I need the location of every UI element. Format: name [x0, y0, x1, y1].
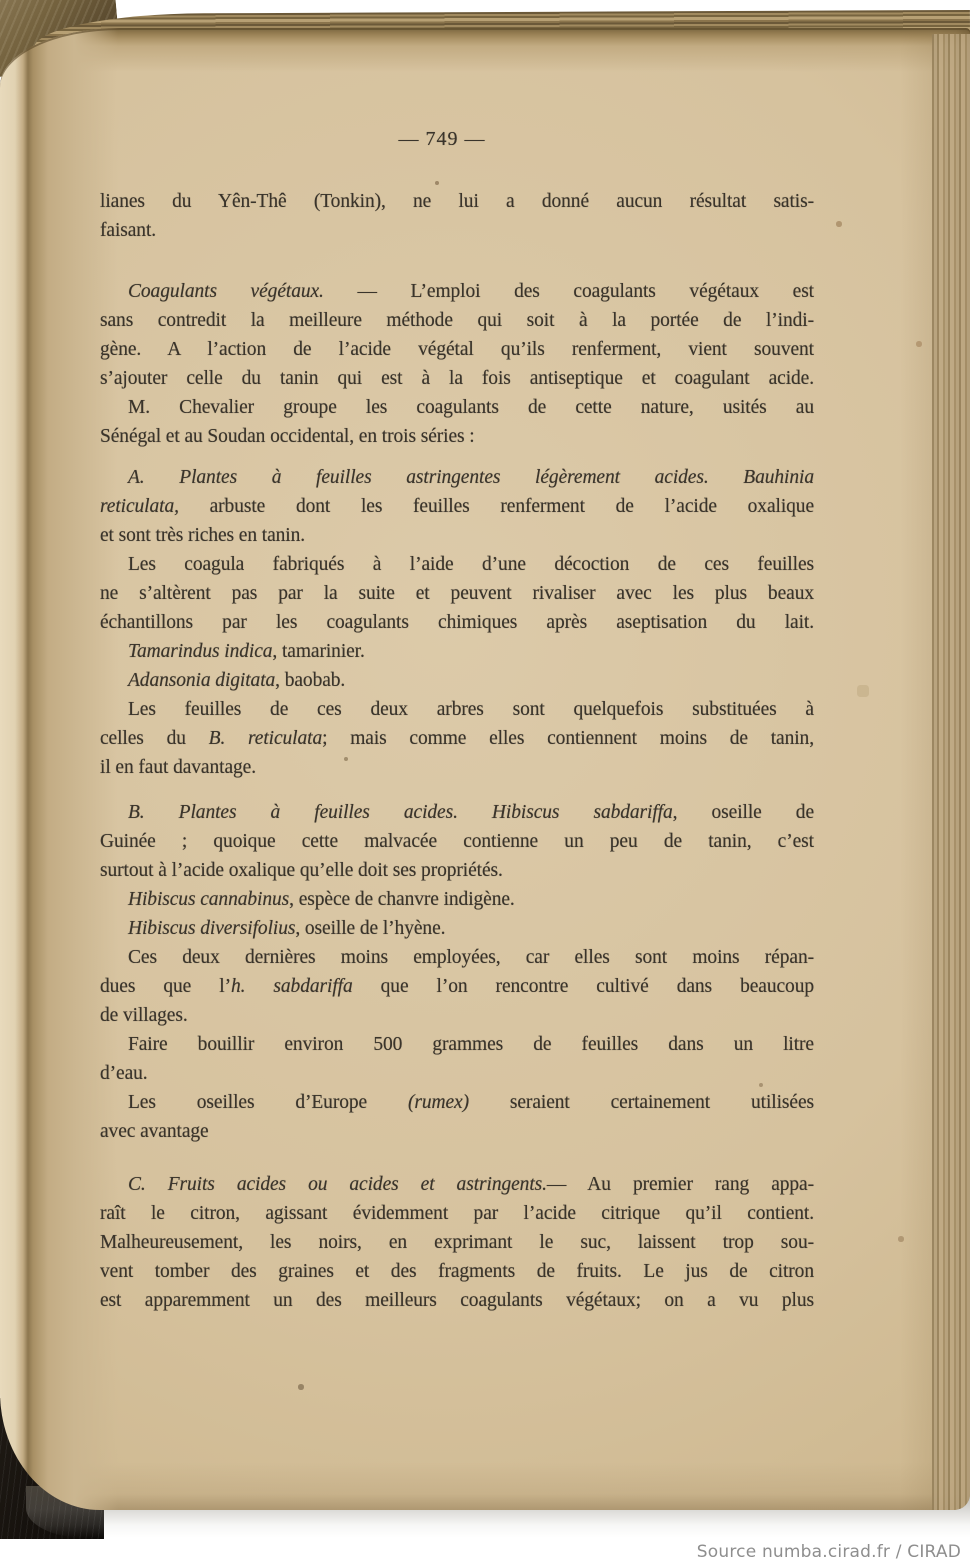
- paragraph: [100, 187, 814, 245]
- text-line: Malheureusement, les noirs, en exprimant le suc, laissent trop sou-: [100, 1232, 814, 1253]
- paragraph: [100, 695, 814, 782]
- text-line: avec avantage: [100, 1121, 209, 1142]
- text-line: Coagulants végétaux. — L’emploi des coagulants végétaux est: [128, 281, 814, 302]
- text-line: Guinée ; quoique cette malvacée contienne un peu de tanin, c’est: [100, 831, 814, 852]
- text-line: sans contredit la meilleure méthode qui soit à la portée de l’indi-: [100, 310, 814, 331]
- text-line: gène. A l’action de l’acide végétal qu’ils renferment, vient souvent: [100, 339, 814, 360]
- text-line: M. Chevalier groupe les coagulants de cette nature, usités au: [128, 397, 814, 418]
- text-line: d’eau.: [100, 1063, 148, 1084]
- text-line: s’ajouter celle du tanin qui est à la fois antiseptique et coagulant acide.: [100, 368, 814, 389]
- source-attribution: Source numba.cirad.fr / CIRAD: [696, 1542, 961, 1562]
- footer-bar: [0, 1539, 970, 1566]
- text-line: de villages.: [100, 1005, 188, 1026]
- text-line: Adansonia digitata, baobab.: [128, 670, 346, 691]
- paragraph: [100, 550, 814, 637]
- text-line: échantillons par les coagulants chimiques après aseptisation du lait.: [100, 612, 814, 633]
- paragraphs: [100, 187, 814, 1315]
- text-line: Les oseilles d’Europe (rumex) seraient certainement utilisées: [128, 1092, 814, 1113]
- text-line: A. Plantes à feuilles astringentes légèrement acides. Bauhinia: [128, 467, 814, 488]
- text-line: est apparemment un des meilleurs coagulants végétaux; on a vu plus: [100, 1290, 814, 1311]
- text-line: lianes du Yên-Thê (Tonkin), ne lui a donné aucun résultat satis-: [100, 191, 814, 212]
- text-line: Faire bouillir environ 500 grammes de feuilles dans un litre: [128, 1034, 814, 1055]
- text-line: ne s’altèrent pas par la suite et peuvent rivaliser avec les plus beaux: [100, 583, 814, 604]
- text-line: Hibiscus cannabinus, espèce de chanvre indigène.: [128, 889, 515, 910]
- text-line: reticulata, arbuste dont les feuilles renferment de l’acide oxalique: [100, 496, 814, 517]
- text-line: vent tomber des graines et des fragments de fruits. Le jus de citron: [100, 1261, 814, 1282]
- paragraph: [100, 637, 814, 666]
- text-line: dues que l’h. sabdariffa que l’on rencontre cultivé dans beaucoup: [100, 976, 814, 997]
- text-line: raît le citron, agissant évidemment par l’acide citrique qu’il contient.: [100, 1203, 814, 1224]
- paragraph: [100, 1088, 814, 1146]
- text-line: B. Plantes à feuilles acides. Hibiscus sabdariffa, oseille de: [128, 802, 814, 823]
- text-line: Sénégal et au Soudan occidental, en trois séries :: [100, 426, 475, 447]
- paragraph: [100, 666, 814, 695]
- text-block: [100, 128, 814, 1315]
- text-line: celles du B. reticulata; mais comme elles contiennent moins de tanin,: [100, 728, 814, 749]
- page-right-edge-stack: [932, 34, 970, 1510]
- paragraph: [100, 393, 814, 451]
- paper-specks: [0, 28, 2, 30]
- text-line: il en faut davantage.: [100, 757, 256, 778]
- text-line: Ces deux dernières moins employées, car elles sont moins répan-: [128, 947, 814, 968]
- paragraph: [100, 1030, 814, 1088]
- paragraph: [100, 277, 814, 393]
- paragraph: [100, 798, 814, 885]
- paragraph: [100, 885, 814, 914]
- book-page: [0, 28, 970, 1510]
- paragraph: [100, 463, 814, 550]
- text-line: surtout à l’acide oxalique qu’elle doit ses propriétés.: [100, 860, 503, 881]
- text-line: Les feuilles de ces deux arbres sont quelquefois substituées à: [128, 699, 814, 720]
- paragraph: [100, 1170, 814, 1315]
- text-line: et sont très riches en tanin.: [100, 525, 306, 546]
- text-line: C. Fruits acides ou acides et astringents.— Au premier rang appa-: [128, 1174, 814, 1195]
- text-line: faisant.: [100, 220, 157, 241]
- text-line: Tamarindus indica, tamarinier.: [128, 641, 365, 662]
- paragraph: [100, 943, 814, 1030]
- paragraph: [100, 914, 814, 943]
- page-number: — 749 —: [398, 128, 486, 150]
- text-line: Les coagula fabriqués à l’aide d’une décoction de ces feuilles: [128, 554, 814, 575]
- text-line: Hibiscus diversifolius, oseille de l’hyène.: [128, 918, 446, 939]
